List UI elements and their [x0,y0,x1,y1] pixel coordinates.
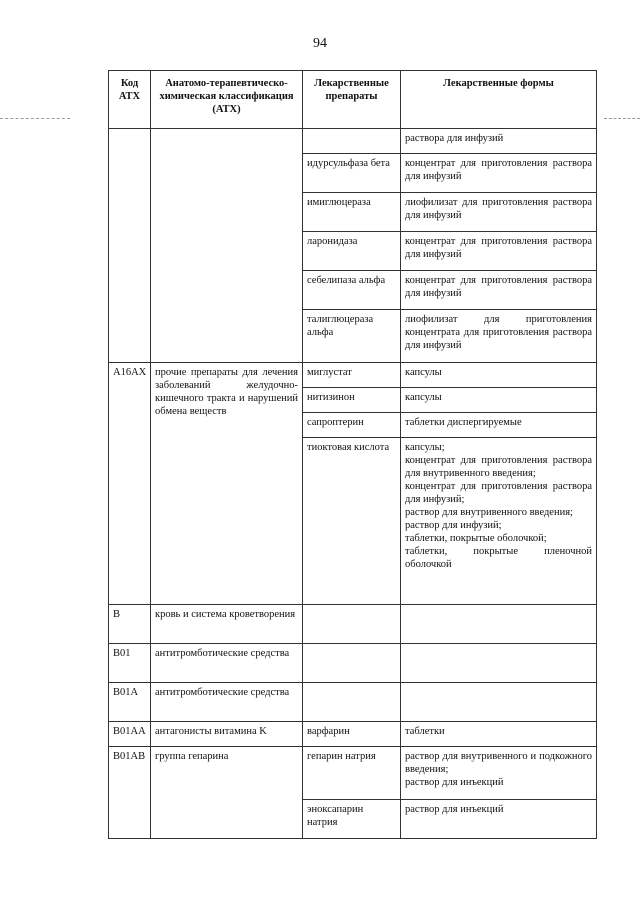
form-line: раствор для внутривенного введения; [405,507,573,518]
cell-forms-list [401,438,597,605]
cell-form-empty [401,683,597,722]
form-line: раствор для инъекций [405,777,504,788]
cell-form: концентрат для приготовления раствора для инфузий [401,232,597,271]
cell-form: лиофилизат для приготовления раствора для инфузий [401,193,597,232]
margin-rule-right [604,118,640,119]
cell-form-empty [401,644,597,683]
cell-form: концентрат для приготовления раствора для инфузий [401,154,597,193]
cell-drug: себелипаза альфа [303,271,401,310]
table-row [109,747,597,800]
cell-forms-list [401,747,597,800]
cell-form: раствора для инфузий [401,129,597,154]
cell-drug: тиоктовая кислота [303,438,401,605]
cell-drug-empty [303,644,401,683]
cell-form: капсулы [401,388,597,413]
header-forms: Лекарственные формы [401,71,597,129]
table-header-row [109,71,597,129]
cell-code: A16AX [109,363,151,605]
table-row [109,129,597,154]
cell-form: раствор для инъекций [401,800,597,839]
cell-code: B01AA [109,722,151,747]
cell-form: таблетки диспергируемые [401,413,597,438]
cell-drug-empty [303,605,401,644]
form-line: концентрат для приготовления раствора для инфузий; [405,481,592,505]
cell-drug: миглустат [303,363,401,388]
cell-code: B01 [109,644,151,683]
table-row [109,605,597,644]
atx-table [108,70,597,839]
cell-classification: прочие препараты для лечения заболеваний желудочно-кишечного тракта и нарушений обмена веществ [151,363,303,605]
cell-code: B01AB [109,747,151,839]
header-classification: Анатомо-терапевтическо-химическая классификация (АТХ) [151,71,303,129]
form-line: таблетки, покрытые оболочкой; [405,533,547,544]
cell-drug: нитизинон [303,388,401,413]
header-drugs: Лекарственные препараты [303,71,401,129]
form-line: капсулы; [405,442,445,453]
margin-rule-left [0,118,70,119]
header-code: Код АТХ [109,71,151,129]
cell-form: лиофилизат для приготовления концентрата для приготовления раствора для инфузий [401,310,597,363]
cell-classification: антитромботические средства [151,644,303,683]
cell-form: таблетки [401,722,597,747]
cell-drug: эноксапарин натрия [303,800,401,839]
cell-classification-empty [151,129,303,363]
form-line: раствор для инфузий; [405,520,502,531]
cell-drug: имиглюцераза [303,193,401,232]
cell-code-empty [109,129,151,363]
cell-drug: идурсульфаза бета [303,154,401,193]
cell-drug: талиглюцераза альфа [303,310,401,363]
table-row [109,644,597,683]
form-line: раствор для внутривенного и подкожного введения; [405,751,592,775]
cell-drug: варфарин [303,722,401,747]
form-line: концентрат для приготовления раствора для внутривенного введения; [405,455,592,479]
cell-drug: сапроптерин [303,413,401,438]
cell-form: концентрат для приготовления раствора для инфузий [401,271,597,310]
cell-form: капсулы [401,363,597,388]
cell-classification: антитромботические средства [151,683,303,722]
cell-classification: антагонисты витамина K [151,722,303,747]
form-line: таблетки, покрытые пленочной оболочкой [405,546,592,570]
cell-classification: группа гепарина [151,747,303,839]
cell-drug: ларонидаза [303,232,401,271]
table-row [109,363,597,388]
cell-form-empty [401,605,597,644]
table-row [109,722,597,747]
cell-drug: гепарин натрия [303,747,401,800]
cell-classification: кровь и система кроветворения [151,605,303,644]
cell-code: B01A [109,683,151,722]
page-number: 94 [313,36,327,51]
cell-drug-empty [303,129,401,154]
cell-drug-empty [303,683,401,722]
table-row [109,683,597,722]
cell-code: B [109,605,151,644]
